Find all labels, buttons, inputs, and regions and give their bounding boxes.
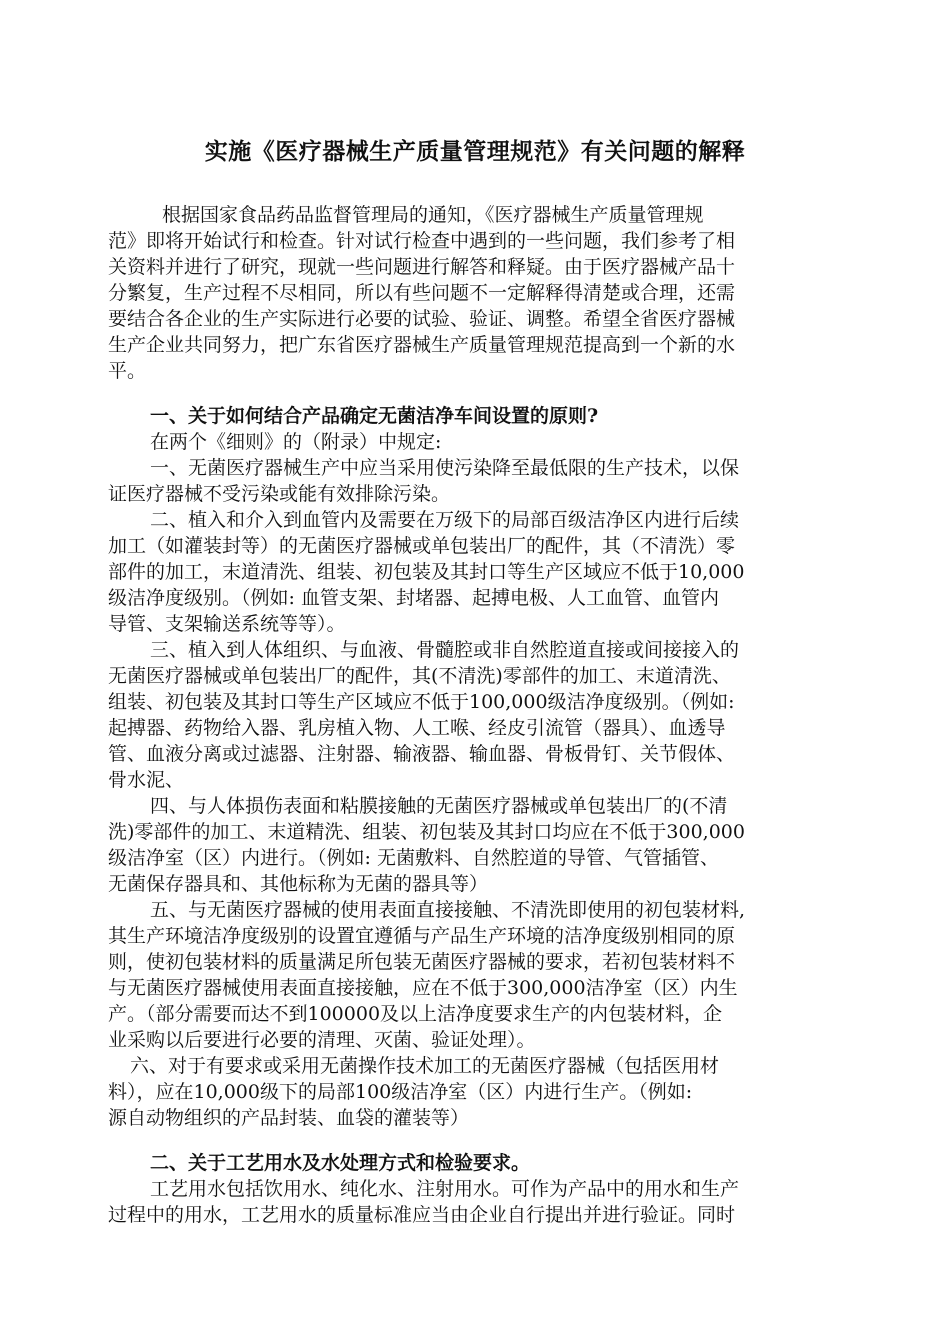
body-line: 过程中的用水，工艺用水的质量标准应当由企业自行提出并进行验证。同时 <box>108 1204 736 1226</box>
intro-line: 要结合各企业的生产实际进行必要的试验、验证、调整。希望全省医疗器械 <box>108 308 736 330</box>
body-line: 无菌保存器具和、其他标称为无菌的器具等） <box>108 873 489 895</box>
body-line: 证医疗器械不受污染或能有效排除污染。 <box>108 483 451 505</box>
intro-line: 分繁复，生产过程不尽相同，所以有些问题不一定解释得清楚或合理，还需 <box>108 282 736 304</box>
body-line: 组装、初包装及其封口等生产区域应不低于100,000级洁净度级别。（例如: <box>108 691 735 713</box>
body-line: 级洁净度级别。（例如: 血管支架、封堵器、起搏电极、人工血管、血管内 <box>108 587 719 609</box>
body-line: 部件的加工，末道清洗、组装、初包装及其封口等生产区域应不低于10,000 <box>108 561 745 583</box>
body-line: 五、与无菌医疗器械的使用表面直接接触、不清洗即使用的初包装材料, <box>150 899 746 921</box>
body-line: 四、与人体损伤表面和粘膜接触的无菌医疗器械或单包装出厂的(不清 <box>150 795 728 817</box>
body-line: 业采购以后要进行必要的清理、灭菌、验证处理）。 <box>108 1029 536 1051</box>
body-line: 产。（部分需要而达不到100000及以上洁净度要求生产的内包装材料，企 <box>108 1003 723 1025</box>
body-line: 导管、支架输送系统等等）。 <box>108 613 346 635</box>
document-title: 实施《医疗器械生产质量管理规范》有关问题的解释 <box>204 138 746 165</box>
body-line: 料），应在10,000级下的局部100级洁净室（区）内进行生产。（例如: <box>108 1081 693 1103</box>
section-heading: 一、关于如何结合产品确定无菌洁净车间设置的原则? <box>150 405 599 427</box>
body-line: 二、植入和介入到血管内及需要在万级下的局部百级洁净区内进行后续 <box>150 509 740 531</box>
body-line: 洗)零部件的加工、末道精洗、组装、初包装及其封口均应在不低于300,000 <box>108 821 745 843</box>
body-line: 一、无菌医疗器械生产中应当采用使污染降至最低限的生产技术，以保 <box>150 457 740 479</box>
body-line: 无菌医疗器械或单包装出厂的配件，其(不清洗)零部件的加工、末道清洗、 <box>108 665 731 687</box>
body-line: 源自动物组织的产品封装、血袋的灌装等） <box>108 1107 470 1129</box>
section-heading: 二、关于工艺用水及水处理方式和检验要求。 <box>150 1152 531 1174</box>
intro-line: 平。 <box>108 360 147 382</box>
intro-line: 生产企业共同努力，把广东省医疗器械生产质量管理规范提高到一个新的水 <box>108 334 736 356</box>
body-line: 则，使初包装材料的质量满足所包装无菌医疗器械的要求，若初包装材料不 <box>108 951 736 973</box>
body-line: 与无菌医疗器械使用表面直接接触，应在不低于300,000洁净室（区）内生 <box>108 977 738 999</box>
body-line: 六、对于有要求或采用无菌操作技术加工的无菌医疗器械（包括医用材 <box>130 1055 720 1077</box>
body-line: 骨水泥、 <box>108 769 185 791</box>
body-line: 加工（如灌装封等）的无菌医疗器械或单包装出厂的配件，其（不清洗）零 <box>108 535 736 557</box>
intro-line: 根据国家食品药品监督管理局的通知，《医疗器械生产质量管理规 <box>162 204 704 226</box>
body-line: 在两个《细则》的（附录）中规定: <box>150 431 442 453</box>
body-line: 工艺用水包括饮用水、纯化水、注射用水。可作为产品中的用水和生产 <box>150 1178 740 1200</box>
body-line: 其生产环境洁净度级别的设置宜遵循与产品生产环境的洁净度级别相同的原 <box>108 925 736 947</box>
body-line: 三、植入到人体组织、与血液、骨髓腔或非自然腔道直接或间接接入的 <box>150 639 740 661</box>
body-line: 起搏器、药物给入器、乳房植入物、人工喉、经皮引流管（器具）、血透导 <box>108 717 726 739</box>
body-line: 管、血液分离或过滤器、注射器、输液器、输血器、骨板骨钉、关节假体、 <box>108 743 736 765</box>
intro-line: 范》即将开始试行和检查。针对试行检查中遇到的一些问题，我们参考了相 <box>108 230 736 252</box>
body-line: 级洁净室（区）内进行。（例如: 无菌敷料、自然腔道的导管、气管插管、 <box>108 847 719 869</box>
intro-line: 关资料并进行了研究，现就一些问题进行解答和释疑。由于医疗器械产品十 <box>108 256 736 278</box>
